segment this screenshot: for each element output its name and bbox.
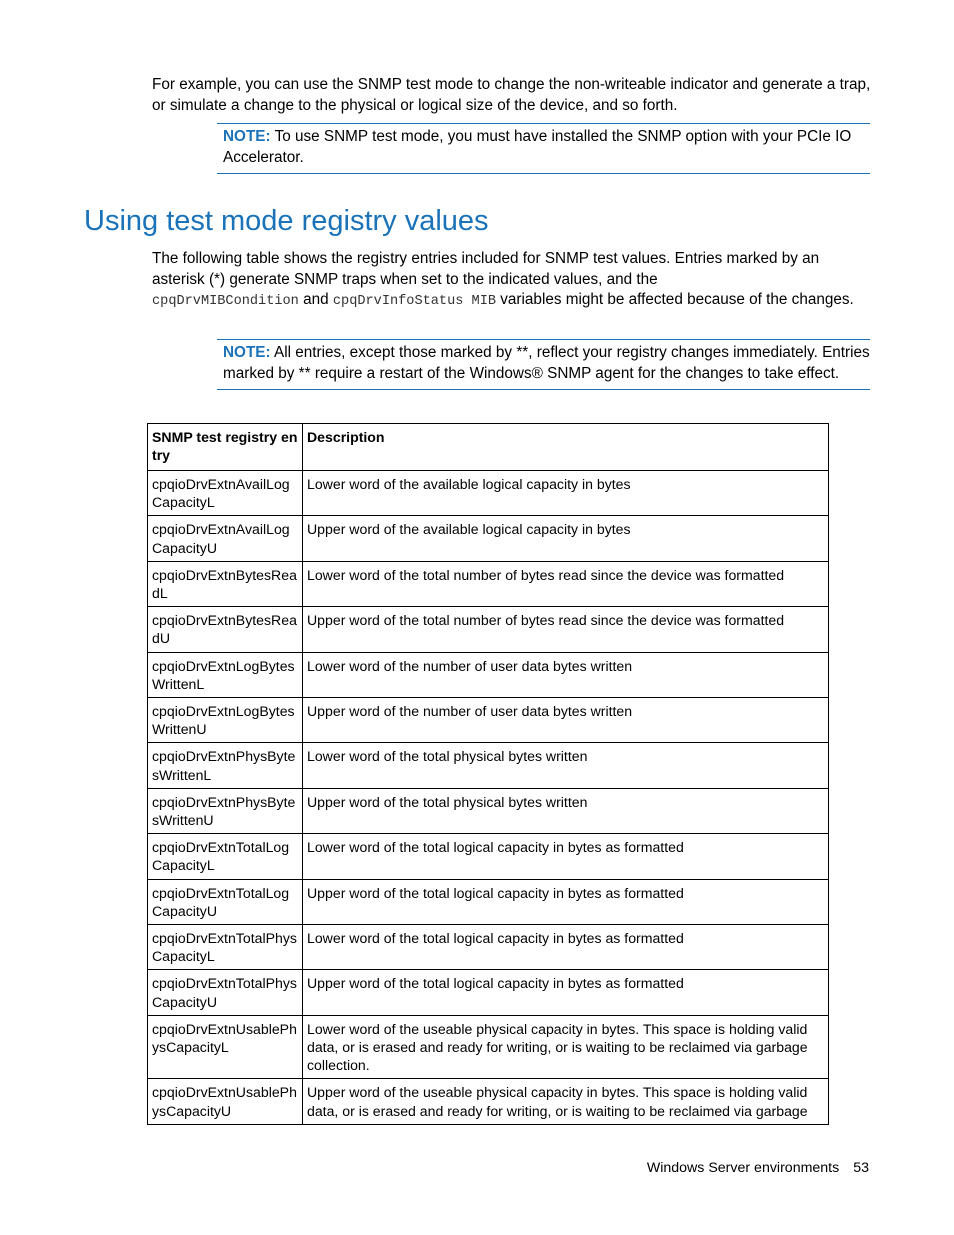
registry-entry-cell: cpqioDrvExtnTotalLogCapacityL <box>148 834 303 879</box>
registry-entry-cell: cpqioDrvExtnLogBytesWrittenL <box>148 652 303 697</box>
note-label: NOTE: <box>223 344 271 361</box>
registry-entry-cell: cpqioDrvExtnLogBytesWrittenU <box>148 698 303 743</box>
table-row <box>148 788 829 833</box>
description-cell: Lower word of the total number of bytes read since the device was formatted <box>303 561 829 606</box>
table-row <box>148 652 829 697</box>
description-cell: Lower word of the useable physical capacity in bytes. This space is holding valid data, or is erased and ready for writing, or is waiting to be reclaimed via garbage collection. <box>303 1015 829 1079</box>
body-text-and: and <box>303 291 329 308</box>
description-cell: Lower word of the number of user data bytes written <box>303 652 829 697</box>
intro-paragraph: For example, you can use the SNMP test mode to change the non-writeable indicator and generate a trap, or simulate a change to the physical or logical size of the device, and so forth. <box>152 76 871 114</box>
table-row <box>148 925 829 970</box>
description-cell: Upper word of the total logical capacity in bytes as formatted <box>303 970 829 1015</box>
table-row <box>148 1079 829 1124</box>
column-header-description: Description <box>303 424 829 471</box>
description-cell: Lower word of the total logical capacity in bytes as formatted <box>303 834 829 879</box>
table-row <box>148 561 829 606</box>
note-snmp-option <box>217 123 870 174</box>
registry-entry-cell: cpqioDrvExtnBytesReadL <box>148 561 303 606</box>
table-row <box>148 1015 829 1079</box>
description-cell: Lower word of the available logical capacity in bytes <box>303 471 829 516</box>
table-row <box>148 970 829 1015</box>
registry-entry-cell: cpqioDrvExtnTotalPhysCapacityL <box>148 925 303 970</box>
column-header-entry: SNMP test registry entry <box>148 424 303 471</box>
section-heading: Using test mode registry values <box>84 205 489 237</box>
description-cell: Upper word of the useable physical capacity in bytes. This space is holding valid data, or is erased and ready for writing, or is waiting to be reclaimed via garbage <box>303 1079 829 1124</box>
description-cell: Upper word of the total number of bytes read since the device was formatted <box>303 607 829 652</box>
note-text: To use SNMP test mode, you must have installed the SNMP option with your PCIe IO Accelerator. <box>223 128 852 166</box>
registry-entry-cell: cpqioDrvExtnTotalPhysCapacityU <box>148 970 303 1015</box>
body-text-part2: variables might be affected because of the changes. <box>500 291 854 308</box>
note-registry-changes <box>217 339 870 390</box>
description-cell: Upper word of the total logical capacity in bytes as formatted <box>303 879 829 924</box>
code-info-status-mib: cpqDrvInfoStatus MIB <box>332 294 497 309</box>
footer-section-title: Windows Server environments <box>646 1160 840 1176</box>
table-row <box>148 516 829 561</box>
registry-entry-cell: cpqioDrvExtnUsablePhysCapacityL <box>148 1015 303 1079</box>
page-footer <box>647 1158 869 1178</box>
registry-entry-cell: cpqioDrvExtnAvailLogCapacityU <box>148 516 303 561</box>
description-cell: Upper word of the number of user data bytes written <box>303 698 829 743</box>
table-row <box>148 471 829 516</box>
body-text-part1: The following table shows the registry entries included for SNMP test values. Entries marked by an asterisk (*) generate SNMP traps when set to the indicated values, and the <box>152 250 820 288</box>
table-row <box>148 607 829 652</box>
registry-table <box>147 423 829 1125</box>
body-paragraph <box>152 249 872 313</box>
registry-entry-cell: cpqioDrvExtnBytesReadU <box>148 607 303 652</box>
table-row <box>148 834 829 879</box>
registry-entry-cell: cpqioDrvExtnAvailLogCapacityL <box>148 471 303 516</box>
registry-entry-cell: cpqioDrvExtnPhysBytesWrittenL <box>148 743 303 788</box>
registry-entry-cell: cpqioDrvExtnTotalLogCapacityU <box>148 879 303 924</box>
registry-entry-cell: cpqioDrvExtnUsablePhysCapacityU <box>148 1079 303 1124</box>
note-text: All entries, except those marked by **, reflect your registry changes immediately. Entries marked by ** require a restart of the Windows® SNMP agent for the changes to take effect. <box>223 344 870 382</box>
description-cell: Upper word of the total physical bytes written <box>303 788 829 833</box>
table-row <box>148 743 829 788</box>
table-row <box>148 879 829 924</box>
table-header-row <box>148 424 829 471</box>
description-cell: Lower word of the total logical capacity in bytes as formatted <box>303 925 829 970</box>
description-cell: Lower word of the total physical bytes written <box>303 743 829 788</box>
registry-entry-cell: cpqioDrvExtnPhysBytesWrittenU <box>148 788 303 833</box>
description-cell: Upper word of the available logical capacity in bytes <box>303 516 829 561</box>
page-number: 53 <box>853 1160 869 1176</box>
note-label: NOTE: <box>223 128 271 145</box>
table-row <box>148 698 829 743</box>
code-mib-condition: cpqDrvMIBCondition <box>152 294 299 309</box>
